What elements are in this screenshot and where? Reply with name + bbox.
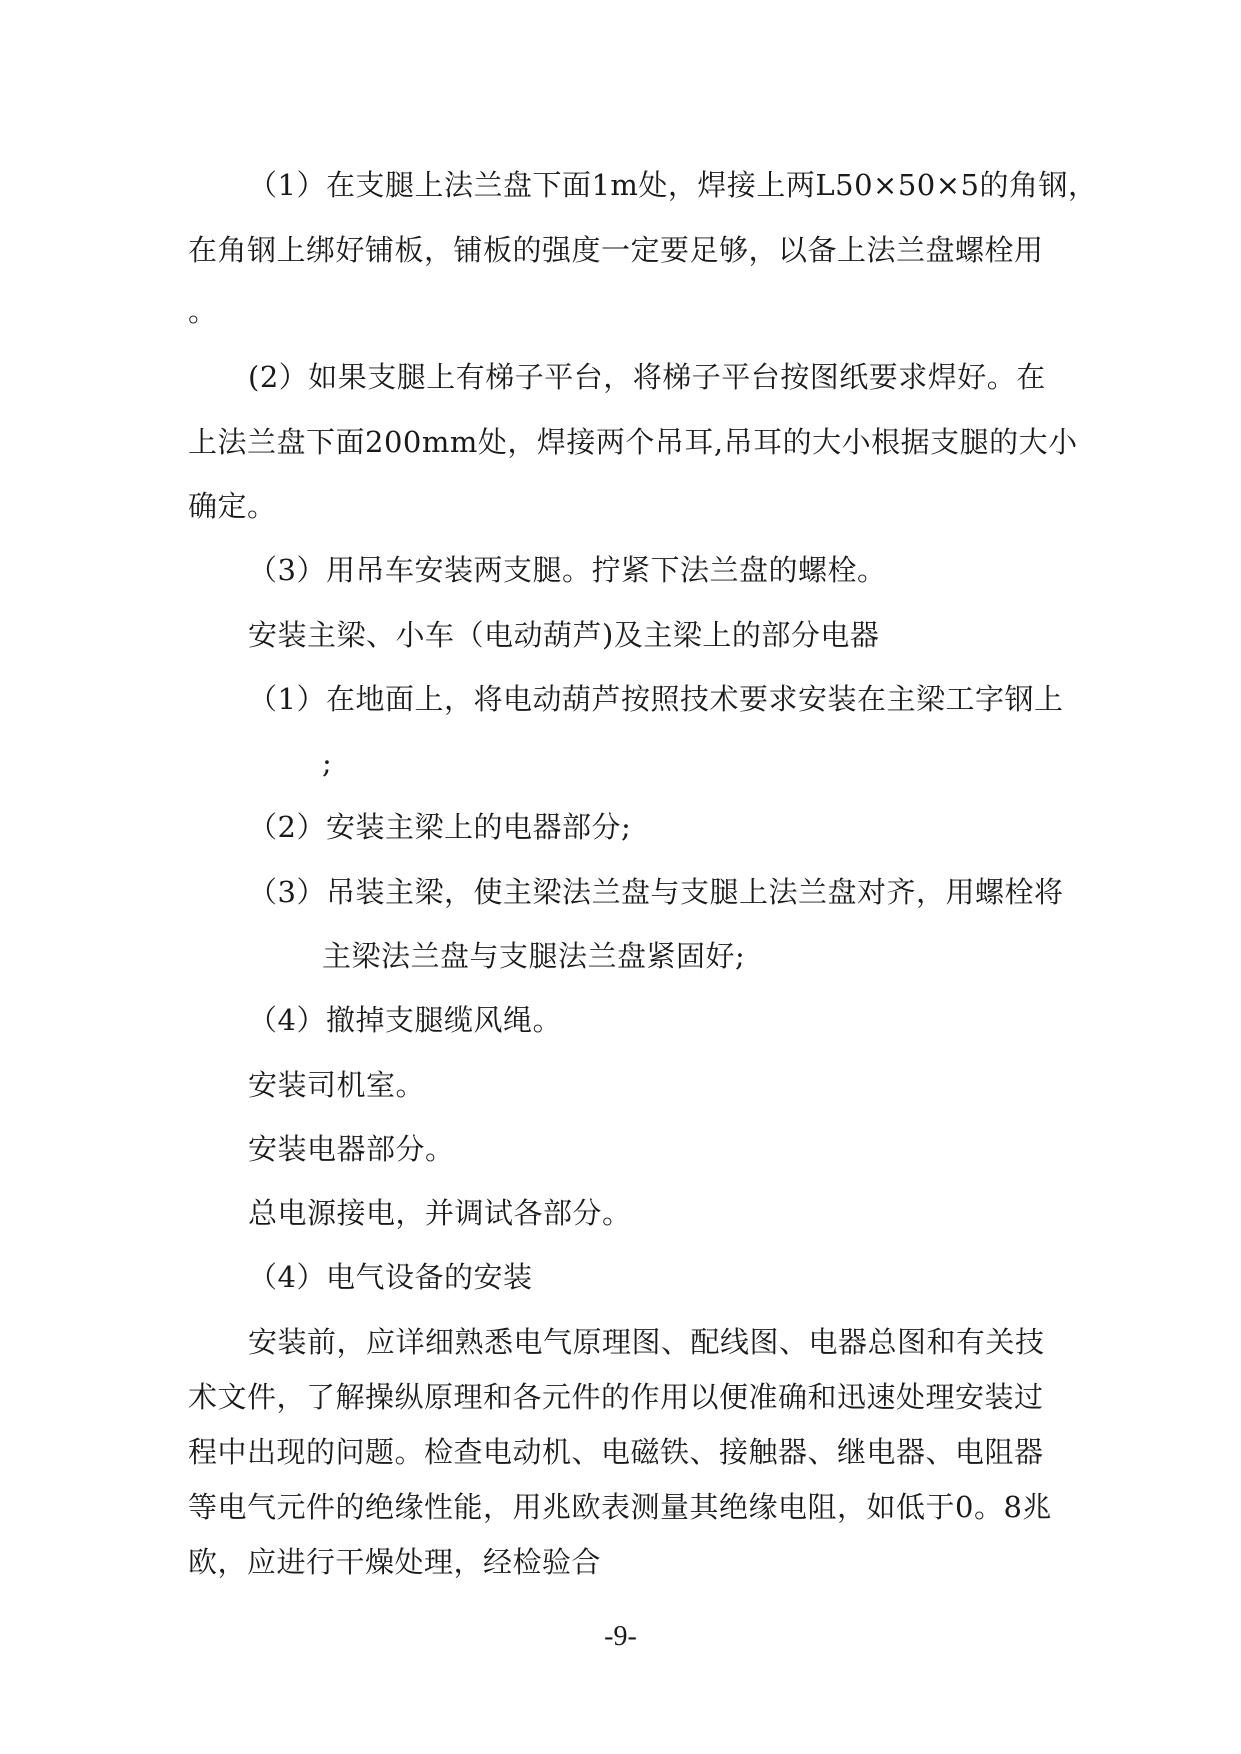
page-number: -9-	[604, 1621, 637, 1652]
section-heading: 安装电器部分。	[248, 1132, 455, 1166]
paragraph-line: 。	[188, 294, 218, 328]
list-item: （3）吊装主梁，使主梁法兰盘与支腿上法兰盘对齐，用螺栓将	[248, 875, 1064, 909]
paragraph-line: (2）如果支腿上有梯子平台，将梯子平台按图纸要求焊好。在	[248, 360, 1046, 394]
paragraph-line: 程中出现的问题。检查电动机、电磁铁、接触器、继电器、电阻器	[188, 1435, 1044, 1469]
paragraph-line: 等电气元件的绝缘性能，用兆欧表测量其绝缘电阻，如低于0。8兆	[188, 1490, 1052, 1524]
paragraph-line: （1）在支腿上法兰盘下面1m处，焊接上两L50×50×5的角钢，	[248, 168, 1098, 202]
list-item-continuation: ;	[322, 746, 333, 780]
section-heading: 总电源接电，并调试各部分。	[248, 1196, 632, 1230]
paragraph-line: 欧，应进行干燥处理，经检验合	[188, 1545, 602, 1579]
paragraph-line: 在角钢上绑好铺板，铺板的强度一定要足够，以备上法兰盘螺栓用	[188, 233, 1044, 267]
paragraph-line: 安装前，应详细熟悉电气原理图、配线图、电器总图和有关技	[248, 1325, 1045, 1359]
section-heading: （4）电气设备的安装	[248, 1260, 533, 1294]
section-heading: 安装主梁、小车（电动葫芦)及主梁上的部分电器	[248, 618, 880, 652]
paragraph-line: （3）用吊车安装两支腿。拧紧下法兰盘的螺栓。	[248, 553, 887, 587]
list-item: （2）安装主梁上的电器部分;	[248, 810, 632, 844]
list-item-continuation: 主梁法兰盘与支腿法兰盘紧固好;	[322, 939, 746, 973]
paragraph-line: 术文件，了解操纵原理和各元件的作用以便准确和迅速处理安装过	[188, 1380, 1044, 1414]
section-heading: 安装司机室。	[248, 1068, 426, 1102]
paragraph-line: 确定。	[188, 489, 277, 523]
paragraph-line: 上法兰盘下面200mm处，焊接两个吊耳,吊耳的大小根据支腿的大小	[188, 425, 1078, 459]
list-item: （1）在地面上，将电动葫芦按照技术要求安装在主梁工字钢上	[248, 682, 1064, 716]
list-item: （4）撤掉支腿缆风绳。	[248, 1003, 562, 1037]
